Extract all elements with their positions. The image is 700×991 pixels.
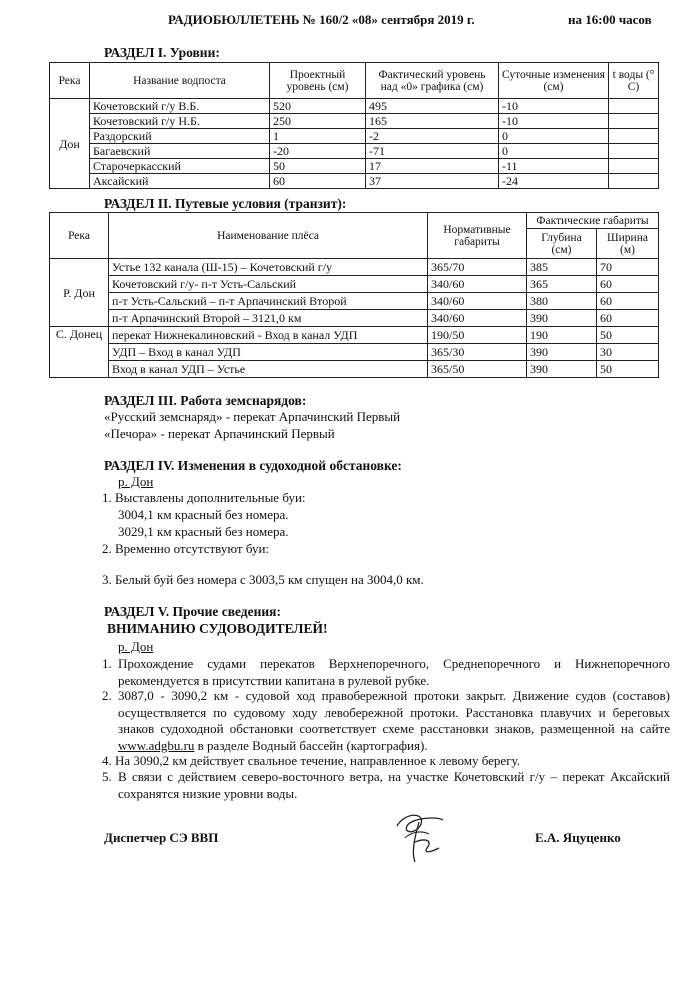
station-name: Старочеркасский [90, 159, 270, 174]
dispatcher-role: Диспетчер СЭ ВВП [104, 830, 219, 845]
water-temp [609, 129, 659, 144]
reach-name: Устье 132 канала (Ш-15) – Кочетовский г/у [109, 259, 428, 276]
depth: 390 [527, 310, 597, 327]
table-row [50, 144, 659, 159]
reach-name: УДП – Вход в канал УДП [109, 344, 428, 361]
table-row [50, 174, 659, 189]
reach-name: п-т Усть-Сальский – п-т Арпачинский Второй [109, 293, 428, 310]
col-river: Река [50, 63, 90, 99]
depth: 380 [527, 293, 597, 310]
table-row [50, 361, 659, 378]
normative: 340/60 [428, 293, 527, 310]
actual-level: -71 [366, 144, 499, 159]
section4-item-3: 3. Белый буй без номера с 3003,5 км спущен на 3004,0 км. [102, 572, 424, 587]
width: 60 [597, 293, 659, 310]
table-row [50, 259, 659, 276]
site-link[interactable]: www.adgbu.ru [118, 737, 195, 753]
col-design-level: Проектный уровень (см) [270, 63, 366, 99]
normative: 365/50 [428, 361, 527, 378]
section3-title: РАЗДЕЛ III. Работа земснарядов: [104, 393, 307, 408]
section5-title: РАЗДЕЛ V. Прочие сведения: [104, 604, 281, 619]
transit-header-row [50, 213, 659, 229]
station-name: Кочетовский г/у Н.Б. [90, 114, 270, 129]
design-level: -20 [270, 144, 366, 159]
river-cell: Дон [50, 99, 90, 189]
width: 50 [597, 327, 659, 344]
actual-level: 37 [366, 174, 499, 189]
actual-level: -2 [366, 129, 499, 144]
design-level: 520 [270, 99, 366, 114]
dispatcher-name: Е.А. Яцуценко [535, 830, 621, 845]
water-temp [609, 114, 659, 129]
col-actual-level: Фактический уровень над «0» графика (см) [366, 63, 499, 99]
actual-level: 17 [366, 159, 499, 174]
daily-change: 0 [499, 144, 609, 159]
design-level: 1 [270, 129, 366, 144]
signature [385, 808, 455, 866]
note-1-text: Прохождение судами перекатов Верхнепоречного, Среднепоречного и Нижнепоречного рекомендуется в присутствии капитана в рулевой рубке. [118, 656, 670, 688]
depth: 365 [527, 276, 597, 293]
river-cell: С. Донец [50, 327, 109, 378]
section5-river: р. Дон [118, 639, 154, 654]
levels-header-row [50, 63, 659, 99]
normative: 190/50 [428, 327, 527, 344]
col-river: Река [50, 213, 109, 259]
depth: 190 [527, 327, 597, 344]
col-width: Ширина (м) [597, 229, 659, 259]
width: 30 [597, 344, 659, 361]
buoy-entry: 3029,1 км красный без номера. [118, 524, 289, 539]
attention-heading: ВНИМАНИЮ СУДОВОДИТЕЛЕЙ! [107, 621, 328, 636]
reach-name: перекат Нижнекалиновский - Вход в канал УДП [109, 327, 428, 344]
col-station: Название водпоста [90, 63, 270, 99]
note-2-text-b: в разделе Водный бассейн (картография). [194, 737, 428, 753]
width: 50 [597, 361, 659, 378]
normative: 340/60 [428, 310, 527, 327]
daily-change: -10 [499, 114, 609, 129]
width: 60 [597, 276, 659, 293]
bulletin-time: на 16:00 часов [568, 12, 652, 27]
col-water-temp: t воды (° С) [609, 63, 659, 99]
water-temp [609, 144, 659, 159]
table-row [50, 293, 659, 310]
col-normative: Нормативные габариты [428, 213, 527, 259]
levels-table [49, 62, 659, 189]
daily-change: -24 [499, 174, 609, 189]
bulletin-title: РАДИОБЮЛЛЕТЕНЬ № 160/2 «08» сентября 2019 г. [168, 12, 475, 27]
depth: 390 [527, 344, 597, 361]
river-cell: Р. Дон [50, 259, 109, 327]
reach-name: Вход в канал УДП – Устье [109, 361, 428, 378]
note-5-number: 5. [102, 769, 112, 784]
section2-title: РАЗДЕЛ II. Путевые условия (транзит): [104, 196, 347, 211]
actual-level: 495 [366, 99, 499, 114]
table-row [50, 310, 659, 327]
section4-river: р. Дон [118, 474, 154, 489]
note-2-number: 2. [102, 688, 112, 703]
note-2-text [118, 688, 670, 754]
table-row [50, 114, 659, 129]
water-temp [609, 174, 659, 189]
design-level: 60 [270, 174, 366, 189]
actual-level: 165 [366, 114, 499, 129]
reach-name: Кочетовский г/у- п-т Усть-Сальский [109, 276, 428, 293]
daily-change: -11 [499, 159, 609, 174]
depth: 385 [527, 259, 597, 276]
table-row [50, 276, 659, 293]
daily-change: 0 [499, 129, 609, 144]
buoy-entry: 3004,1 км красный без номера. [118, 507, 289, 522]
col-reach-name: Наименование плёса [109, 213, 428, 259]
dredger-line-2: «Печора» - перекат Арпачинский Первый [104, 426, 335, 441]
station-name: Раздорский [90, 129, 270, 144]
note-5-text: В связи с действием северо-восточного ветра, на участке Кочетовский г/у – перекат Аксайский сохранятся низкие уровни воды. [118, 769, 670, 801]
water-temp [609, 99, 659, 114]
note-2-text-a: 3087,0 - 3090,2 км - судовой ход правобережной протоки закрыт. Движение судов (составов) осуществляется по судовому ходу левобережной протоки. Расстановка плавучих и береговых знаков судоходной обстановки соответствует схеме расстановки знаков, размещенной на сайте [118, 688, 670, 736]
note-1-number: 1. [102, 656, 112, 671]
table-row [50, 99, 659, 114]
station-name: Аксайский [90, 174, 270, 189]
water-temp [609, 159, 659, 174]
transit-table [49, 212, 659, 378]
table-row [50, 327, 659, 344]
reach-name: п-т Арпачинский Второй – 3121,0 км [109, 310, 428, 327]
width: 60 [597, 310, 659, 327]
table-row [50, 159, 659, 174]
section4-item-2: 2. Временно отсутствуют буи: [102, 541, 270, 556]
design-level: 50 [270, 159, 366, 174]
section4-title: РАЗДЕЛ IV. Изменения в судоходной обстановке: [104, 458, 402, 473]
normative: 365/30 [428, 344, 527, 361]
section4-item-1: 1. Выставлены дополнительные буи: [102, 490, 306, 505]
station-name: Багаевский [90, 144, 270, 159]
depth: 390 [527, 361, 597, 378]
design-level: 250 [270, 114, 366, 129]
note-4-text: 4. На 3090,2 км действует свальное течение, направленное к левому берегу. [102, 753, 520, 768]
normative: 365/70 [428, 259, 527, 276]
station-name: Кочетовский г/у В.Б. [90, 99, 270, 114]
daily-change: -10 [499, 99, 609, 114]
dredger-line-1: «Русский земснаряд» - перекат Арпачинский Первый [104, 409, 401, 424]
table-row [50, 344, 659, 361]
normative: 340/60 [428, 276, 527, 293]
col-actual-dimensions: Фактические габариты [527, 213, 659, 229]
table-row [50, 129, 659, 144]
col-depth: Глубина (см) [527, 229, 597, 259]
section1-title: РАЗДЕЛ I. Уровни: [104, 45, 220, 60]
col-daily-change: Суточные изменения (см) [499, 63, 609, 99]
width: 70 [597, 259, 659, 276]
